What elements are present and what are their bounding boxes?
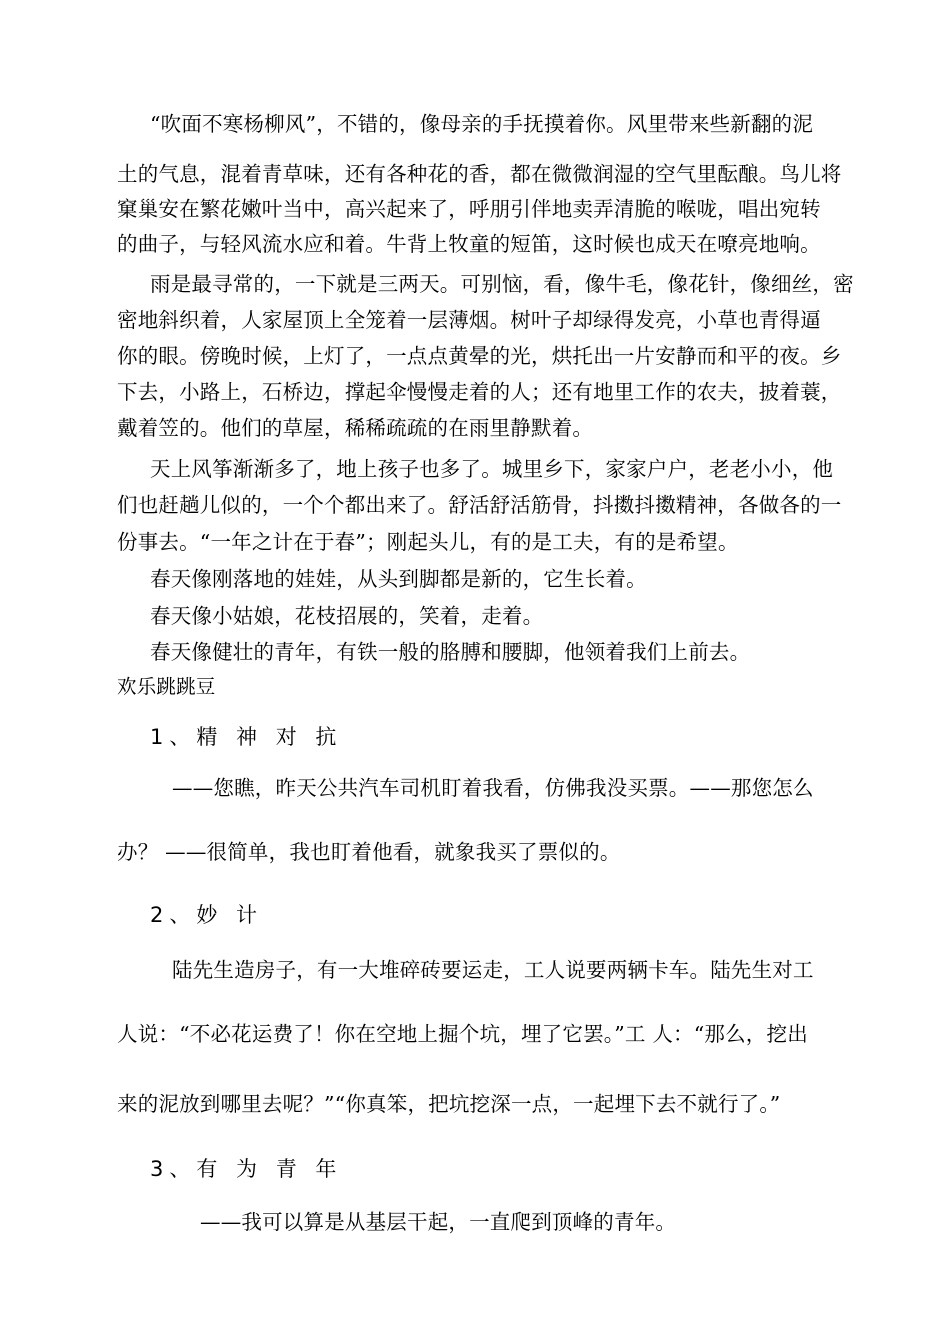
essay-p1-line-2: 土的气息，混着青草味，还有各种花的香，都在微微润湿的空气里酝酿。鸟儿将 — [117, 162, 842, 186]
essay-p2-line-1: 雨是最寻常的，一下就是三两天。可别恼，看，像牛毛，像花针，像细丝，密 — [150, 272, 854, 296]
essay-p6-line-1: 春天像健壮的青年，有铁一般的胳膊和腰脚，他领着我们上前去。 — [150, 640, 751, 664]
joke-2-line-1: 陆先生造房子，有一大堆碎砖要运走，工人说要两辆卡车。陆先生对工 — [172, 958, 814, 982]
joke-1-heading: 1、精 神 对 抗 — [150, 725, 343, 749]
joke-3-heading: 3、有 为 青 年 — [150, 1157, 343, 1181]
essay-p2-line-2: 密地斜织着，人家屋顶上全笼着一层薄烟。树叶子却绿得发亮，小草也青得逼 — [117, 308, 821, 332]
essay-p3-line-1: 天上风筝渐渐多了，地上孩子也多了。城里乡下，家家户户，老老小小，他 — [150, 457, 834, 481]
jokes-title: 欢乐跳跳豆 — [117, 675, 216, 698]
joke-2-line-3: 来的泥放到哪里去呢？”“你真笨，把坑挖深一点，一起埋下去不就行了。” — [117, 1092, 781, 1116]
essay-p2-line-4: 下去，小路上，石桥边，撑起伞慢慢走着的人；还有地里工作的农夫，披着蓑， — [117, 380, 842, 404]
essay-p5-line-1: 春天像小姑娘，花枝招展的，笑着，走着。 — [150, 604, 544, 628]
essay-p2-line-3: 你的眼。傍晚时候，上灯了，一点点黄晕的光，烘托出一片安静而和平的夜。乡 — [117, 344, 842, 368]
essay-p3-line-3: 份事去。“一年之计在于春”；刚起头儿，有的是工夫，有的是希望。 — [117, 530, 739, 554]
essay-p1-line-3: 窠巢安在繁花嫩叶当中，高兴起来了，呼朋引伴地卖弄清脆的喉咙，唱出宛转 — [117, 197, 821, 221]
joke-1-line-2: 办？ ——很简单，我也盯着他看，就象我买了票似的。 — [117, 840, 621, 864]
essay-p4-line-1: 春天像刚落地的娃娃，从头到脚都是新的，它生长着。 — [150, 567, 647, 591]
joke-2-line-2: 人说：“不必花运费了！你在空地上掘个坑，埋了它罢。”工 人：“那么，挖出 — [117, 1022, 808, 1046]
joke-2-heading: 2、妙 计 — [150, 903, 264, 927]
essay-p3-line-2: 们也赶趟儿似的，一个个都出来了。舒活舒活筋骨，抖擞抖擞精神，各做各的一 — [117, 493, 842, 517]
essay-p1-line-4: 的曲子，与轻风流水应和着。牛背上牧童的短笛，这时候也成天在嘹亮地响。 — [117, 232, 821, 256]
joke-3-line-1: ——我可以算是从基层干起，一直爬到顶峰的青年。 — [200, 1210, 677, 1234]
essay-p1-line-1: “吹面不寒杨柳风”，不错的，像母亲的手抚摸着你。风里带来些新翻的泥 — [150, 112, 814, 136]
joke-1-line-1: ——您瞧，昨天公共汽车司机盯着我看，仿佛我没买票。——那您怎么 — [172, 776, 814, 800]
essay-p2-line-5: 戴着笠的。他们的草屋，稀稀疏疏的在雨里静默着。 — [117, 416, 594, 440]
